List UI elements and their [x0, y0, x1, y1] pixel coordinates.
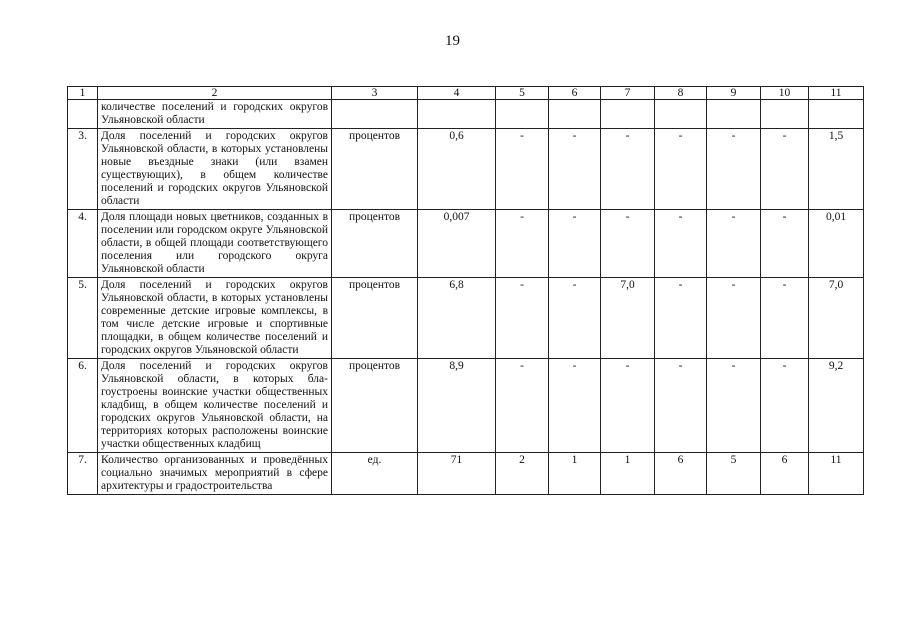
value-cell: - [496, 210, 549, 278]
value-cell: - [549, 210, 601, 278]
value-cell: - [549, 129, 601, 210]
table-row [68, 100, 864, 129]
value-cell: 1 [549, 453, 601, 495]
indicator-name: Количество организованных и проведённых социально значимых мероприятий в сфере архитектуры и градостроительства [98, 453, 332, 495]
value-cell: - [761, 129, 809, 210]
value-cell: - [496, 359, 549, 453]
value-cell [707, 100, 761, 129]
unit-cell: процентов [332, 129, 418, 210]
column-header: 3 [332, 87, 418, 100]
column-header: 9 [707, 87, 761, 100]
value-cell: - [707, 129, 761, 210]
value-cell: - [549, 359, 601, 453]
value-cell: - [655, 278, 707, 359]
indicator-name: количестве поселений и городских округов Ульяновской области [98, 100, 332, 129]
value-cell: 1 [601, 453, 655, 495]
table-row [68, 278, 864, 359]
value-cell [809, 100, 864, 129]
column-header: 4 [418, 87, 496, 100]
value-cell [601, 100, 655, 129]
unit-cell: процентов [332, 278, 418, 359]
value-cell: - [549, 278, 601, 359]
row-number: 4. [68, 210, 98, 278]
unit-cell: процентов [332, 359, 418, 453]
row-number: 5. [68, 278, 98, 359]
unit-cell: процентов [332, 210, 418, 278]
column-header: 2 [98, 87, 332, 100]
value-cell: 6 [655, 453, 707, 495]
column-header: 7 [601, 87, 655, 100]
value-cell [761, 100, 809, 129]
table-row [68, 453, 864, 495]
indicator-name: Доля площади новых цветников, созданных в поселении или городском округе Ульяновской области, в общей площади соответствующего поселения или городского округа Ульяновской области [98, 210, 332, 278]
column-header: 8 [655, 87, 707, 100]
value-cell: 1,5 [809, 129, 864, 210]
value-cell: 8,9 [418, 359, 496, 453]
unit-cell [332, 100, 418, 129]
value-cell: 0,6 [418, 129, 496, 210]
table-row [68, 129, 864, 210]
value-cell: 0,01 [809, 210, 864, 278]
value-cell: - [496, 129, 549, 210]
value-cell: 11 [809, 453, 864, 495]
unit-cell: ед. [332, 453, 418, 495]
indicator-name: Доля поселений и городских округов Ульяновской области, в которых установлены современные детские игровые комплексы, в том числе детские игровые и спортивные площадки, в общем количестве поселений и городских округов Ульяновской области [98, 278, 332, 359]
value-cell: - [601, 359, 655, 453]
column-header: 11 [809, 87, 864, 100]
value-cell: - [601, 210, 655, 278]
column-header: 10 [761, 87, 809, 100]
table-header-row [68, 87, 864, 100]
value-cell: 7,0 [809, 278, 864, 359]
value-cell: - [655, 129, 707, 210]
value-cell: 6 [761, 453, 809, 495]
value-cell: 2 [496, 453, 549, 495]
value-cell: - [707, 210, 761, 278]
value-cell: - [496, 278, 549, 359]
value-cell: - [707, 359, 761, 453]
value-cell: - [601, 129, 655, 210]
value-cell: 6,8 [418, 278, 496, 359]
row-number: 7. [68, 453, 98, 495]
value-cell: 7,0 [601, 278, 655, 359]
value-cell: - [655, 210, 707, 278]
value-cell: - [707, 278, 761, 359]
row-number: 6. [68, 359, 98, 453]
value-cell [549, 100, 601, 129]
column-header: 1 [68, 87, 98, 100]
indicator-name: Доля поселений и городских округов Ульяновской области, в которых установлены новые въездные знаки (или взамен существующих), в общем количестве поселений и городских округов Ульяновской области [98, 129, 332, 210]
value-cell: - [655, 359, 707, 453]
value-cell: 5 [707, 453, 761, 495]
value-cell [496, 100, 549, 129]
value-cell [418, 100, 496, 129]
table-row [68, 359, 864, 453]
indicators-table [67, 86, 864, 495]
value-cell: - [761, 278, 809, 359]
value-cell: 0,007 [418, 210, 496, 278]
value-cell: 9,2 [809, 359, 864, 453]
row-number: 3. [68, 129, 98, 210]
row-number [68, 100, 98, 129]
value-cell: - [761, 359, 809, 453]
value-cell: 71 [418, 453, 496, 495]
column-header: 5 [496, 87, 549, 100]
page-number: 19 [445, 33, 460, 49]
column-header: 6 [549, 87, 601, 100]
table-row [68, 210, 864, 278]
value-cell [655, 100, 707, 129]
indicator-name: Доля поселений и городских округов Ульяновской области, в которых благоустроены воинские участки общественных кладбищ, в общем количестве поселений и городских округов Ульяновской области, на территориях которых расположены воинские участки общественных кладбищ [98, 359, 332, 453]
value-cell: - [761, 210, 809, 278]
